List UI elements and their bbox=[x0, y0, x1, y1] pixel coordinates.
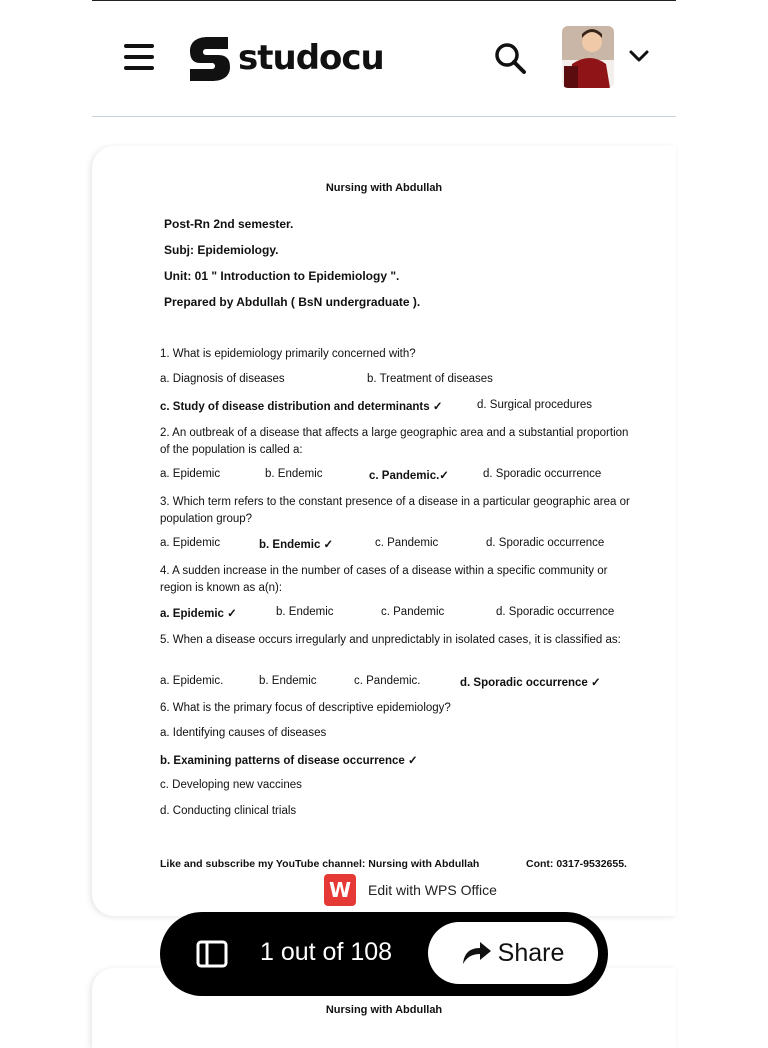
option: d. Sporadic occurrence bbox=[483, 468, 602, 480]
page-header: Nursing with Abdullah bbox=[325, 182, 443, 194]
option: a. Identifying causes of diseases bbox=[160, 727, 327, 739]
option: b. Endemic bbox=[265, 468, 323, 480]
option-correct: c. Pandemic.✓ bbox=[369, 470, 449, 482]
question-text: 4. A sudden increase in the number of cases of a disease within a specific community or region is known as a(n): bbox=[160, 565, 608, 594]
option: d. Conducting clinical trials bbox=[160, 805, 297, 817]
option: d. Sporadic occurrence bbox=[496, 606, 615, 618]
wps-icon: W bbox=[324, 874, 356, 906]
document-page bbox=[92, 146, 676, 916]
share-button[interactable] bbox=[428, 922, 598, 984]
option-correct: b. Endemic ✓ bbox=[259, 539, 334, 551]
question-text: 6. What is the primary focus of descriptive epidemiology? bbox=[160, 702, 451, 714]
avatar[interactable] bbox=[562, 26, 614, 88]
menu-icon[interactable] bbox=[124, 44, 154, 70]
wps-label: Edit with WPS Office bbox=[368, 882, 497, 898]
option: c. Developing new vaccines bbox=[160, 779, 302, 791]
chevron-down-icon[interactable] bbox=[628, 48, 650, 64]
option: b. Endemic bbox=[276, 606, 334, 618]
option: c. Pandemic bbox=[375, 537, 439, 549]
question-text: 3. Which term refers to the constant presence of a disease in a particular geographic area or population group? bbox=[160, 496, 630, 525]
brand-logo[interactable] bbox=[184, 33, 384, 83]
studocu-logo-icon bbox=[184, 33, 234, 83]
wps-edit-link[interactable] bbox=[324, 874, 497, 906]
brand-name: studocu bbox=[238, 38, 384, 78]
top-header bbox=[92, 0, 676, 116]
option-correct: d. Sporadic occurrence ✓ bbox=[460, 677, 601, 689]
option-correct: a. Epidemic ✓ bbox=[160, 608, 237, 620]
search-icon[interactable] bbox=[492, 40, 528, 76]
page-counter: 1 out of 108 bbox=[260, 938, 393, 966]
share-label: Share bbox=[497, 938, 565, 967]
share-arrow-icon bbox=[462, 940, 492, 966]
option-correct: b. Examining patterns of disease occurrence ✓ bbox=[160, 755, 418, 767]
page-header: Nursing with Abdullah bbox=[325, 1004, 443, 1016]
question-text: 1. What is epidemiology primarily concerned with? bbox=[160, 348, 416, 360]
footer-youtube: Like and subscribe my YouTube channel: Nursing with Abdullah bbox=[160, 858, 480, 870]
option: a. Epidemic. bbox=[160, 675, 224, 687]
option: d. Surgical procedures bbox=[477, 399, 593, 411]
option: b. Treatment of diseases bbox=[367, 373, 493, 385]
question-text: 5. When a disease occurs irregularly and unpredictably in isolated cases, it is classified as: bbox=[160, 634, 621, 646]
pages-icon[interactable] bbox=[196, 940, 228, 968]
option: a. Epidemic bbox=[160, 537, 221, 549]
option: a. Diagnosis of diseases bbox=[160, 373, 285, 385]
meta-subject: Subj: Epidemiology. bbox=[164, 243, 279, 257]
meta-unit: Unit: 01 " Introduction to Epidemiology ". bbox=[164, 269, 400, 283]
meta-author: Prepared by Abdullah ( BsN undergraduate ). bbox=[164, 295, 421, 309]
option: c. Pandemic bbox=[381, 606, 445, 618]
option-correct: c. Study of disease distribution and determinants ✓ bbox=[160, 401, 443, 413]
option: c. Pandemic. bbox=[354, 675, 421, 687]
bottom-bar bbox=[160, 912, 608, 996]
question-text: 2. An outbreak of a disease that affects a large geographic area and a substantial proportion of the population is called a: bbox=[160, 427, 629, 456]
option: a. Epidemic bbox=[160, 468, 221, 480]
header-divider bbox=[92, 116, 676, 117]
option: d. Sporadic occurrence bbox=[486, 537, 605, 549]
footer-contact: Cont: 0317-9532655. bbox=[526, 858, 627, 870]
meta-semester: Post-Rn 2nd semester. bbox=[164, 217, 294, 231]
option: b. Endemic bbox=[259, 675, 317, 687]
